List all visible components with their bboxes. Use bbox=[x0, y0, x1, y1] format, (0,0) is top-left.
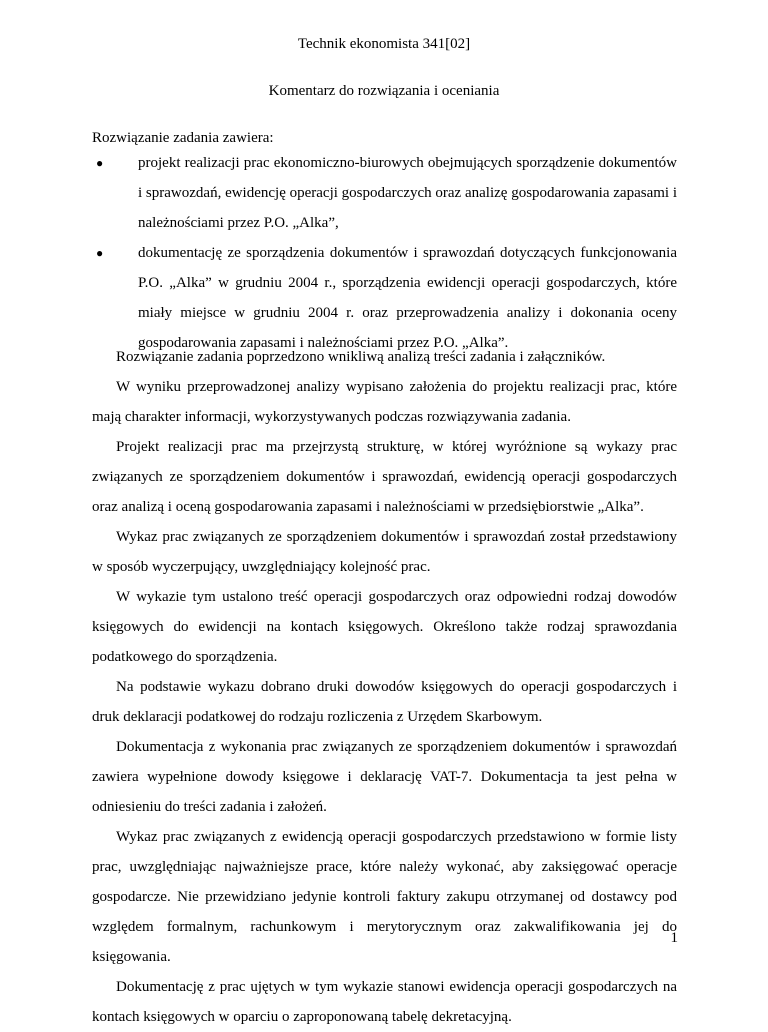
bullet-icon: ● bbox=[96, 156, 104, 170]
paragraph: Dokumentację z prac ujętych w tym wykazie stanowi ewidencja operacji gospodarczych na kontach księgowych w oparciu o zaproponowaną tabelę dekretacyjną. bbox=[92, 979, 677, 1025]
paragraph: Dokumentacja z wykonania prac związanych ze sporządzeniem dokumentów i sprawozdań zawiera wypełnione dowody księgowe i deklarację VAT-7. Dokumentacja ta jest pełna w odniesieniu do treści zadania i założeń. bbox=[92, 739, 677, 815]
body-text bbox=[92, 342, 677, 1032]
intro-text: Rozwiązanie zadania zawiera: bbox=[92, 130, 274, 146]
paragraph: Rozwiązanie zadania poprzedzono wnikliwą analizą treści zadania i załączników. bbox=[116, 349, 606, 365]
list-item-text: projekt realizacji prac ekonomiczno-biurowych obejmujących sporządzenie dokumentów i sprawozdań, ewidencję operacji gospodarczych oraz analizę gospodarowania zapasami i należnościami przez P.O. „Alka”, bbox=[138, 155, 677, 231]
list-item bbox=[92, 238, 677, 358]
bullet-icon: ● bbox=[96, 246, 104, 260]
page-title: Technik ekonomista 341[02] bbox=[297, 36, 471, 52]
paragraph: W wykazie tym ustalono treść operacji gospodarczych oraz odpowiedni rodzaj dowodów księgowych do ewidencji na kontach księgowych. Określono także rodzaj sprawozdania podatkowego do sporządzenia. bbox=[92, 589, 677, 665]
paragraph: Wykaz prac związanych z ewidencją operacji gospodarczych przedstawiono w formie listy prac, uwzględniając najważniejsze prace, które należy wykonać, aby zaksięgować operacje gospodarcze. Nie przewidziano jedynie kontroli faktury zakupu otrzymanej od dostawcy pod względem formalnym, rachunkowym i merytorycznym oraz zakwalifikowania jej do księgowania. bbox=[92, 829, 677, 965]
list-item bbox=[92, 148, 677, 238]
list-item-text: dokumentację ze sporządzenia dokumentów i sprawozdań dotyczących funkcjonowania P.O. „Alka” w grudniu 2004 r., sporządzenia ewidencji operacji gospodarczych, które miały miejsce w grudniu 2004 r. oraz przeprowadzenia analizy i dokonania oceny gospodarowania zapasami i należnościami przez P.O. „Alka”. bbox=[138, 245, 677, 351]
paragraph: Wykaz prac związanych ze sporządzeniem dokumentów i sprawozdań został przedstawiony w sposób wyczerpujący, uwzględniający kolejność prac. bbox=[92, 529, 677, 575]
paragraph: Na podstawie wykazu dobrano druki dowodów księgowych do operacji gospodarczych i druk deklaracji podatkowej do rodzaju rozliczenia z Urzędem Skarbowym. bbox=[92, 679, 677, 725]
page-number: 1 bbox=[670, 930, 678, 946]
paragraph: Projekt realizacji prac ma przejrzystą strukturę, w której wyróżnione są wykazy prac związanych ze sporządzeniem dokumentów i sprawozdań, ewidencją operacji gospodarczych oraz analizą i oceną gospodarowania zapasami i należnościami w przedsiębiorstwie „Alka”. bbox=[92, 439, 677, 515]
bullet-list bbox=[92, 148, 677, 358]
paragraph: W wyniku przeprowadzonej analizy wypisano założenia do projektu realizacji prac, które mają charakter informacji, wykorzystywanych podczas rozwiązywania zadania. bbox=[92, 379, 677, 425]
page-subtitle: Komentarz do rozwiązania i oceniania bbox=[268, 83, 500, 99]
